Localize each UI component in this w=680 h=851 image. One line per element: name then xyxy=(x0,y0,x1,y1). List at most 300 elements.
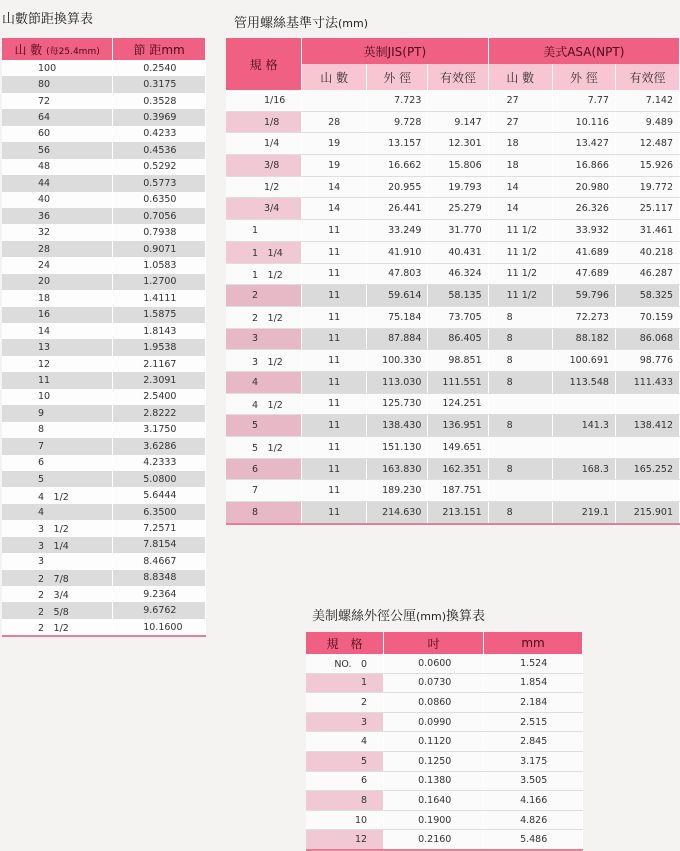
spec-cell: 5 1/2 xyxy=(226,437,302,459)
jis-tpi-cell: 11 xyxy=(302,263,367,285)
table-row xyxy=(2,471,206,487)
spec-cell: 3/4 xyxy=(226,198,302,220)
jis-eff-cell: 9.147 xyxy=(428,111,488,133)
column-header-asa-eff: 有效徑 xyxy=(615,64,679,90)
table-row xyxy=(226,90,680,111)
table-row xyxy=(226,437,680,459)
asa-od-cell: 20.980 xyxy=(552,176,615,198)
table-row xyxy=(2,537,206,553)
pipe-table-title: 管用螺絲基準寸法(mm) xyxy=(234,16,369,31)
jis-tpi-cell: 19 xyxy=(302,155,367,177)
spec-cell: 12 xyxy=(306,830,384,850)
jis-tpi-cell: 11 xyxy=(302,306,367,328)
asa-od-cell: 59.796 xyxy=(552,285,615,307)
jis-eff-cell: 25.279 xyxy=(428,198,488,220)
pitch-cell: 2.5400 xyxy=(113,389,206,405)
pitch-cell: 5.0800 xyxy=(113,471,206,487)
jis-eff-cell: 213.151 xyxy=(428,502,488,524)
column-header-tpi: 山 數 (每25.4mm) xyxy=(2,38,113,60)
spec-cell: 5 xyxy=(226,415,302,437)
table-row xyxy=(2,487,206,503)
tolerance-table-title: 美制螺絲外徑公厘(mm)換算表 xyxy=(312,609,486,624)
pitch-cell: 1.2700 xyxy=(113,274,206,290)
table-row xyxy=(2,422,206,438)
pitch-cell: 0.3528 xyxy=(113,93,206,109)
jis-eff-cell: 111.551 xyxy=(428,371,488,393)
table-row xyxy=(306,810,583,830)
table-row xyxy=(2,438,206,454)
table-row xyxy=(306,771,583,791)
jis-tpi-cell: 11 xyxy=(302,437,367,459)
jis-od-cell: 151.130 xyxy=(367,437,428,459)
table-row xyxy=(2,76,206,92)
spec-cell: 1/16 xyxy=(226,90,302,111)
jis-eff-cell: 136.951 xyxy=(428,415,488,437)
spec-cell: 8 xyxy=(226,502,302,524)
jis-eff-cell: 162.351 xyxy=(428,458,488,480)
mm-cell: 4.166 xyxy=(484,791,583,811)
tpi-cell: 2 1/2 xyxy=(2,619,113,636)
asa-tpi-cell: 8 xyxy=(488,350,552,372)
asa-tpi-cell: 8 xyxy=(488,328,552,350)
asa-tpi-cell: 18 xyxy=(488,133,552,155)
asa-tpi-cell: 8 xyxy=(488,502,552,524)
spec-cell: 1/4 xyxy=(226,133,302,155)
asa-tpi-cell xyxy=(488,393,552,415)
spec-cell: 3 xyxy=(226,328,302,350)
asa-od-cell: 141.3 xyxy=(552,415,615,437)
asa-od-cell: 33.932 xyxy=(552,220,615,242)
asa-tpi-cell: 8 xyxy=(488,306,552,328)
spec-cell: 7 xyxy=(226,480,302,502)
jis-od-cell: 214.630 xyxy=(367,502,428,524)
table-row xyxy=(226,220,680,242)
inch-cell: 0.1120 xyxy=(384,732,484,752)
jis-tpi-cell: 11 xyxy=(302,415,367,437)
pitch-cell: 1.9538 xyxy=(113,339,206,355)
tpi-cell: 24 xyxy=(2,257,113,273)
inch-cell: 0.1900 xyxy=(384,810,484,830)
pitch-table-title: 山數節距換算表 xyxy=(2,12,94,27)
asa-tpi-cell: 11 1/2 xyxy=(488,285,552,307)
jis-od-cell: 163.830 xyxy=(367,458,428,480)
jis-od-cell: 9.728 xyxy=(367,111,428,133)
jis-tpi-cell: 11 xyxy=(302,480,367,502)
pitch-cell: 6.3500 xyxy=(113,504,206,520)
jis-eff-cell: 149.651 xyxy=(428,437,488,459)
spec-cell: 1 xyxy=(226,220,302,242)
table-row xyxy=(306,654,583,673)
asa-tpi-cell: 27 xyxy=(488,111,552,133)
tpi-cell: 18 xyxy=(2,290,113,306)
table-row xyxy=(226,328,680,350)
table-row xyxy=(2,307,206,323)
asa-eff-cell xyxy=(615,480,679,502)
pitch-conversion-table xyxy=(2,38,206,637)
pitch-cell: 1.0583 xyxy=(113,257,206,273)
inch-cell: 0.0600 xyxy=(384,654,484,673)
jis-od-cell: 138.430 xyxy=(367,415,428,437)
asa-od-cell: 100.691 xyxy=(552,350,615,372)
table-row xyxy=(226,263,680,285)
table-row xyxy=(226,306,680,328)
jis-tpi-cell: 11 xyxy=(302,220,367,242)
table-row xyxy=(2,224,206,240)
pitch-cell: 8.4667 xyxy=(113,553,206,569)
table-row xyxy=(226,198,680,220)
jis-tpi-cell: 11 xyxy=(302,241,367,263)
pitch-cell: 0.2540 xyxy=(113,60,206,76)
mm-cell: 1.854 xyxy=(484,673,583,693)
asa-eff-cell: 138.412 xyxy=(615,415,679,437)
asa-od-cell: 41.689 xyxy=(552,241,615,263)
pitch-cell: 2.1167 xyxy=(113,356,206,372)
pitch-cell: 2.3091 xyxy=(113,372,206,388)
jis-tpi-cell: 11 xyxy=(302,393,367,415)
tpi-cell: 32 xyxy=(2,224,113,240)
inch-cell: 0.2160 xyxy=(384,830,484,850)
spec-cell: NO. 0 xyxy=(306,654,384,673)
pitch-cell: 0.4536 xyxy=(113,142,206,158)
mm-cell: 3.175 xyxy=(484,751,583,771)
asa-eff-cell: 70.159 xyxy=(615,306,679,328)
jis-tpi-cell: 11 xyxy=(302,328,367,350)
inch-cell: 0.0860 xyxy=(384,693,484,713)
column-header-jis-od: 外 徑 xyxy=(367,64,428,90)
jis-od-cell: 47.803 xyxy=(367,263,428,285)
tpi-cell: 64 xyxy=(2,109,113,125)
jis-eff-cell: 98.851 xyxy=(428,350,488,372)
pitch-cell: 9.6762 xyxy=(113,602,206,618)
jis-od-cell: 26.441 xyxy=(367,198,428,220)
table-row xyxy=(226,285,680,307)
table-row xyxy=(2,389,206,405)
tpi-cell: 28 xyxy=(2,241,113,257)
column-header-asa-tpi: 山 數 xyxy=(488,64,552,90)
asa-eff-cell xyxy=(615,437,679,459)
tpi-cell: 48 xyxy=(2,159,113,175)
table-row xyxy=(2,405,206,421)
table-row xyxy=(2,93,206,109)
jis-od-cell: 33.249 xyxy=(367,220,428,242)
spec-cell: 2 xyxy=(226,285,302,307)
jis-od-cell: 7.723 xyxy=(367,90,428,111)
jis-eff-cell: 31.770 xyxy=(428,220,488,242)
column-header-spec: 規 格 xyxy=(226,38,302,90)
asa-tpi-cell: 18 xyxy=(488,155,552,177)
jis-tpi-cell: 11 xyxy=(302,285,367,307)
asa-od-cell: 88.182 xyxy=(552,328,615,350)
table-row xyxy=(226,393,680,415)
column-header-asa-od: 外 徑 xyxy=(552,64,615,90)
table-row xyxy=(226,241,680,263)
asa-tpi-cell xyxy=(488,437,552,459)
table-row xyxy=(2,619,206,636)
asa-eff-cell: 7.142 xyxy=(615,90,679,111)
pitch-cell: 9.2364 xyxy=(113,586,206,602)
spec-cell: 6 xyxy=(226,458,302,480)
inch-cell: 0.0730 xyxy=(384,673,484,693)
asa-od-cell xyxy=(552,393,615,415)
tpi-cell: 10 xyxy=(2,389,113,405)
pipe-thread-table xyxy=(226,38,680,525)
mm-cell: 4.826 xyxy=(484,810,583,830)
table-row xyxy=(226,155,680,177)
jis-eff-cell: 19.793 xyxy=(428,176,488,198)
asa-eff-cell: 58.325 xyxy=(615,285,679,307)
asa-tpi-cell: 8 xyxy=(488,371,552,393)
asa-od-cell xyxy=(552,437,615,459)
inch-cell: 0.1640 xyxy=(384,791,484,811)
spec-cell: 2 1/2 xyxy=(226,306,302,328)
asa-eff-cell: 98.776 xyxy=(615,350,679,372)
jis-eff-cell: 187.751 xyxy=(428,480,488,502)
tpi-cell: 14 xyxy=(2,323,113,339)
tpi-cell: 3 xyxy=(2,553,113,569)
table-row xyxy=(2,290,206,306)
tpi-cell: 5 xyxy=(2,471,113,487)
jis-tpi-cell: 11 xyxy=(302,371,367,393)
mm-cell: 2.184 xyxy=(484,693,583,713)
asa-tpi-cell: 14 xyxy=(488,198,552,220)
table-row xyxy=(2,126,206,142)
table-row xyxy=(2,192,206,208)
spec-cell: 1 1/2 xyxy=(226,263,302,285)
tpi-cell: 60 xyxy=(2,126,113,142)
table-row xyxy=(226,350,680,372)
table-row xyxy=(2,159,206,175)
tpi-cell: 72 xyxy=(2,93,113,109)
jis-od-cell: 59.614 xyxy=(367,285,428,307)
asa-eff-cell: 46.287 xyxy=(615,263,679,285)
asa-tpi-cell: 11 1/2 xyxy=(488,241,552,263)
jis-od-cell: 16.662 xyxy=(367,155,428,177)
asa-tpi-cell: 27 xyxy=(488,90,552,111)
table-row xyxy=(2,553,206,569)
spec-cell: 1/2 xyxy=(226,176,302,198)
table-row xyxy=(2,208,206,224)
tpi-cell: 2 7/8 xyxy=(2,570,113,586)
jis-eff-cell: 46.324 xyxy=(428,263,488,285)
spec-cell: 3/8 xyxy=(226,155,302,177)
pitch-cell: 5.6444 xyxy=(113,487,206,503)
mm-cell: 5.486 xyxy=(484,830,583,850)
tpi-cell: 100 xyxy=(2,60,113,76)
tpi-cell: 12 xyxy=(2,356,113,372)
column-header-jis-tpi: 山 數 xyxy=(302,64,367,90)
asa-eff-cell: 111.433 xyxy=(615,371,679,393)
asa-eff-cell: 12.487 xyxy=(615,133,679,155)
asa-eff-cell: 15.926 xyxy=(615,155,679,177)
asa-eff-cell: 40.218 xyxy=(615,241,679,263)
tpi-cell: 56 xyxy=(2,142,113,158)
pitch-cell: 3.1750 xyxy=(113,422,206,438)
column-header-pitch: 節 距mm xyxy=(113,38,206,60)
mm-cell: 3.505 xyxy=(484,771,583,791)
spec-cell: 4 xyxy=(306,732,384,752)
table-row xyxy=(2,586,206,602)
jis-od-cell: 125.730 xyxy=(367,393,428,415)
column-header-asa: 美式ASA(NPT) xyxy=(488,38,679,64)
pitch-cell: 0.6350 xyxy=(113,192,206,208)
table-row xyxy=(2,339,206,355)
tpi-cell: 4 xyxy=(2,504,113,520)
table-row xyxy=(2,274,206,290)
asa-eff-cell: 165.252 xyxy=(615,458,679,480)
column-header-jis: 英制JIS(PT) xyxy=(302,38,488,64)
jis-eff-cell: 73.705 xyxy=(428,306,488,328)
pitch-cell: 7.2571 xyxy=(113,520,206,536)
spec-cell: 3 xyxy=(306,712,384,732)
jis-tpi-cell: 14 xyxy=(302,176,367,198)
table-row xyxy=(2,109,206,125)
jis-tpi-cell xyxy=(302,90,367,111)
jis-od-cell: 41.910 xyxy=(367,241,428,263)
tpi-cell: 4 1/2 xyxy=(2,487,113,503)
asa-od-cell: 16.866 xyxy=(552,155,615,177)
tpi-cell: 2 5/8 xyxy=(2,602,113,618)
table-row xyxy=(2,323,206,339)
table-row xyxy=(2,257,206,273)
table-row xyxy=(2,356,206,372)
table-row xyxy=(226,111,680,133)
asa-od-cell: 10.116 xyxy=(552,111,615,133)
pitch-cell: 4.2333 xyxy=(113,455,206,471)
inch-cell: 0.1250 xyxy=(384,751,484,771)
table-row xyxy=(2,504,206,520)
tpi-cell: 3 1/4 xyxy=(2,537,113,553)
pitch-cell: 1.5875 xyxy=(113,307,206,323)
tpi-cell: 80 xyxy=(2,76,113,92)
pitch-cell: 0.7938 xyxy=(113,224,206,240)
jis-tpi-cell: 11 xyxy=(302,502,367,524)
asa-tpi-cell: 11 1/2 xyxy=(488,263,552,285)
table-row xyxy=(226,502,680,524)
spec-cell: 2 xyxy=(306,693,384,713)
jis-od-cell: 20.955 xyxy=(367,176,428,198)
jis-od-cell: 100.330 xyxy=(367,350,428,372)
table-row xyxy=(2,570,206,586)
jis-eff-cell: 58.135 xyxy=(428,285,488,307)
table-row xyxy=(226,480,680,502)
asa-od-cell: 113.548 xyxy=(552,371,615,393)
column-header-jis-eff: 有效徑 xyxy=(428,64,488,90)
column-header-spec: 規 格 xyxy=(306,632,384,654)
spec-cell: 4 xyxy=(226,371,302,393)
pitch-cell: 7.8154 xyxy=(113,537,206,553)
table-row xyxy=(306,732,583,752)
table-row xyxy=(226,133,680,155)
asa-od-cell: 47.689 xyxy=(552,263,615,285)
jis-od-cell: 13.157 xyxy=(367,133,428,155)
pitch-cell: 0.3969 xyxy=(113,109,206,125)
jis-eff-cell: 86.405 xyxy=(428,328,488,350)
us-screw-conversion-table xyxy=(306,632,583,851)
table-row xyxy=(306,712,583,732)
asa-od-cell: 26.326 xyxy=(552,198,615,220)
spec-cell: 5 xyxy=(306,751,384,771)
spec-cell: 6 xyxy=(306,771,384,791)
asa-tpi-cell: 8 xyxy=(488,458,552,480)
pitch-cell: 0.3175 xyxy=(113,76,206,92)
inch-cell: 0.0990 xyxy=(384,712,484,732)
table-row xyxy=(2,241,206,257)
jis-od-cell: 75.184 xyxy=(367,306,428,328)
jis-od-cell: 87.884 xyxy=(367,328,428,350)
mm-cell: 2.845 xyxy=(484,732,583,752)
asa-eff-cell: 25.117 xyxy=(615,198,679,220)
tpi-cell: 16 xyxy=(2,307,113,323)
table-row xyxy=(226,176,680,198)
asa-od-cell: 72.273 xyxy=(552,306,615,328)
asa-od-cell: 13.427 xyxy=(552,133,615,155)
tpi-cell: 2 3/4 xyxy=(2,586,113,602)
tpi-cell: 40 xyxy=(2,192,113,208)
spec-cell: 1 1/4 xyxy=(226,241,302,263)
tpi-cell: 20 xyxy=(2,274,113,290)
column-header-inch: 吋 xyxy=(384,632,484,654)
table-row xyxy=(306,751,583,771)
pitch-cell: 0.5292 xyxy=(113,159,206,175)
asa-od-cell xyxy=(552,480,615,502)
jis-od-cell: 113.030 xyxy=(367,371,428,393)
jis-tpi-cell: 14 xyxy=(302,198,367,220)
tpi-cell: 44 xyxy=(2,175,113,191)
tpi-cell: 36 xyxy=(2,208,113,224)
spec-cell: 1 xyxy=(306,673,384,693)
tpi-cell: 6 xyxy=(2,455,113,471)
jis-tpi-cell: 11 xyxy=(302,458,367,480)
jis-tpi-cell: 19 xyxy=(302,133,367,155)
jis-tpi-cell: 28 xyxy=(302,111,367,133)
spec-cell: 10 xyxy=(306,810,384,830)
table-row xyxy=(2,455,206,471)
table-row xyxy=(306,673,583,693)
jis-eff-cell: 15.806 xyxy=(428,155,488,177)
tpi-cell: 8 xyxy=(2,422,113,438)
asa-tpi-cell: 14 xyxy=(488,176,552,198)
asa-tpi-cell xyxy=(488,480,552,502)
spec-cell: 8 xyxy=(306,791,384,811)
asa-od-cell: 7.77 xyxy=(552,90,615,111)
asa-eff-cell: 9.489 xyxy=(615,111,679,133)
spec-cell: 1/8 xyxy=(226,111,302,133)
table-row xyxy=(2,142,206,158)
tpi-cell: 11 xyxy=(2,372,113,388)
table-row xyxy=(306,693,583,713)
pitch-cell: 10.1600 xyxy=(113,619,206,636)
tpi-cell: 7 xyxy=(2,438,113,454)
mm-cell: 1.524 xyxy=(484,654,583,673)
spec-cell: 3 1/2 xyxy=(226,350,302,372)
table-row xyxy=(306,830,583,850)
table-row xyxy=(2,520,206,536)
table-row xyxy=(226,371,680,393)
jis-tpi-cell: 11 xyxy=(302,350,367,372)
pitch-cell: 8.8348 xyxy=(113,570,206,586)
table-row xyxy=(2,372,206,388)
jis-eff-cell: 124.251 xyxy=(428,393,488,415)
pitch-cell: 2.8222 xyxy=(113,405,206,421)
jis-eff-cell xyxy=(428,90,488,111)
asa-eff-cell: 19.772 xyxy=(615,176,679,198)
column-header-mm: mm xyxy=(484,632,583,654)
mm-cell: 2.515 xyxy=(484,712,583,732)
table-row xyxy=(2,60,206,76)
tpi-cell: 13 xyxy=(2,339,113,355)
jis-eff-cell: 12.301 xyxy=(428,133,488,155)
jis-od-cell: 189.230 xyxy=(367,480,428,502)
